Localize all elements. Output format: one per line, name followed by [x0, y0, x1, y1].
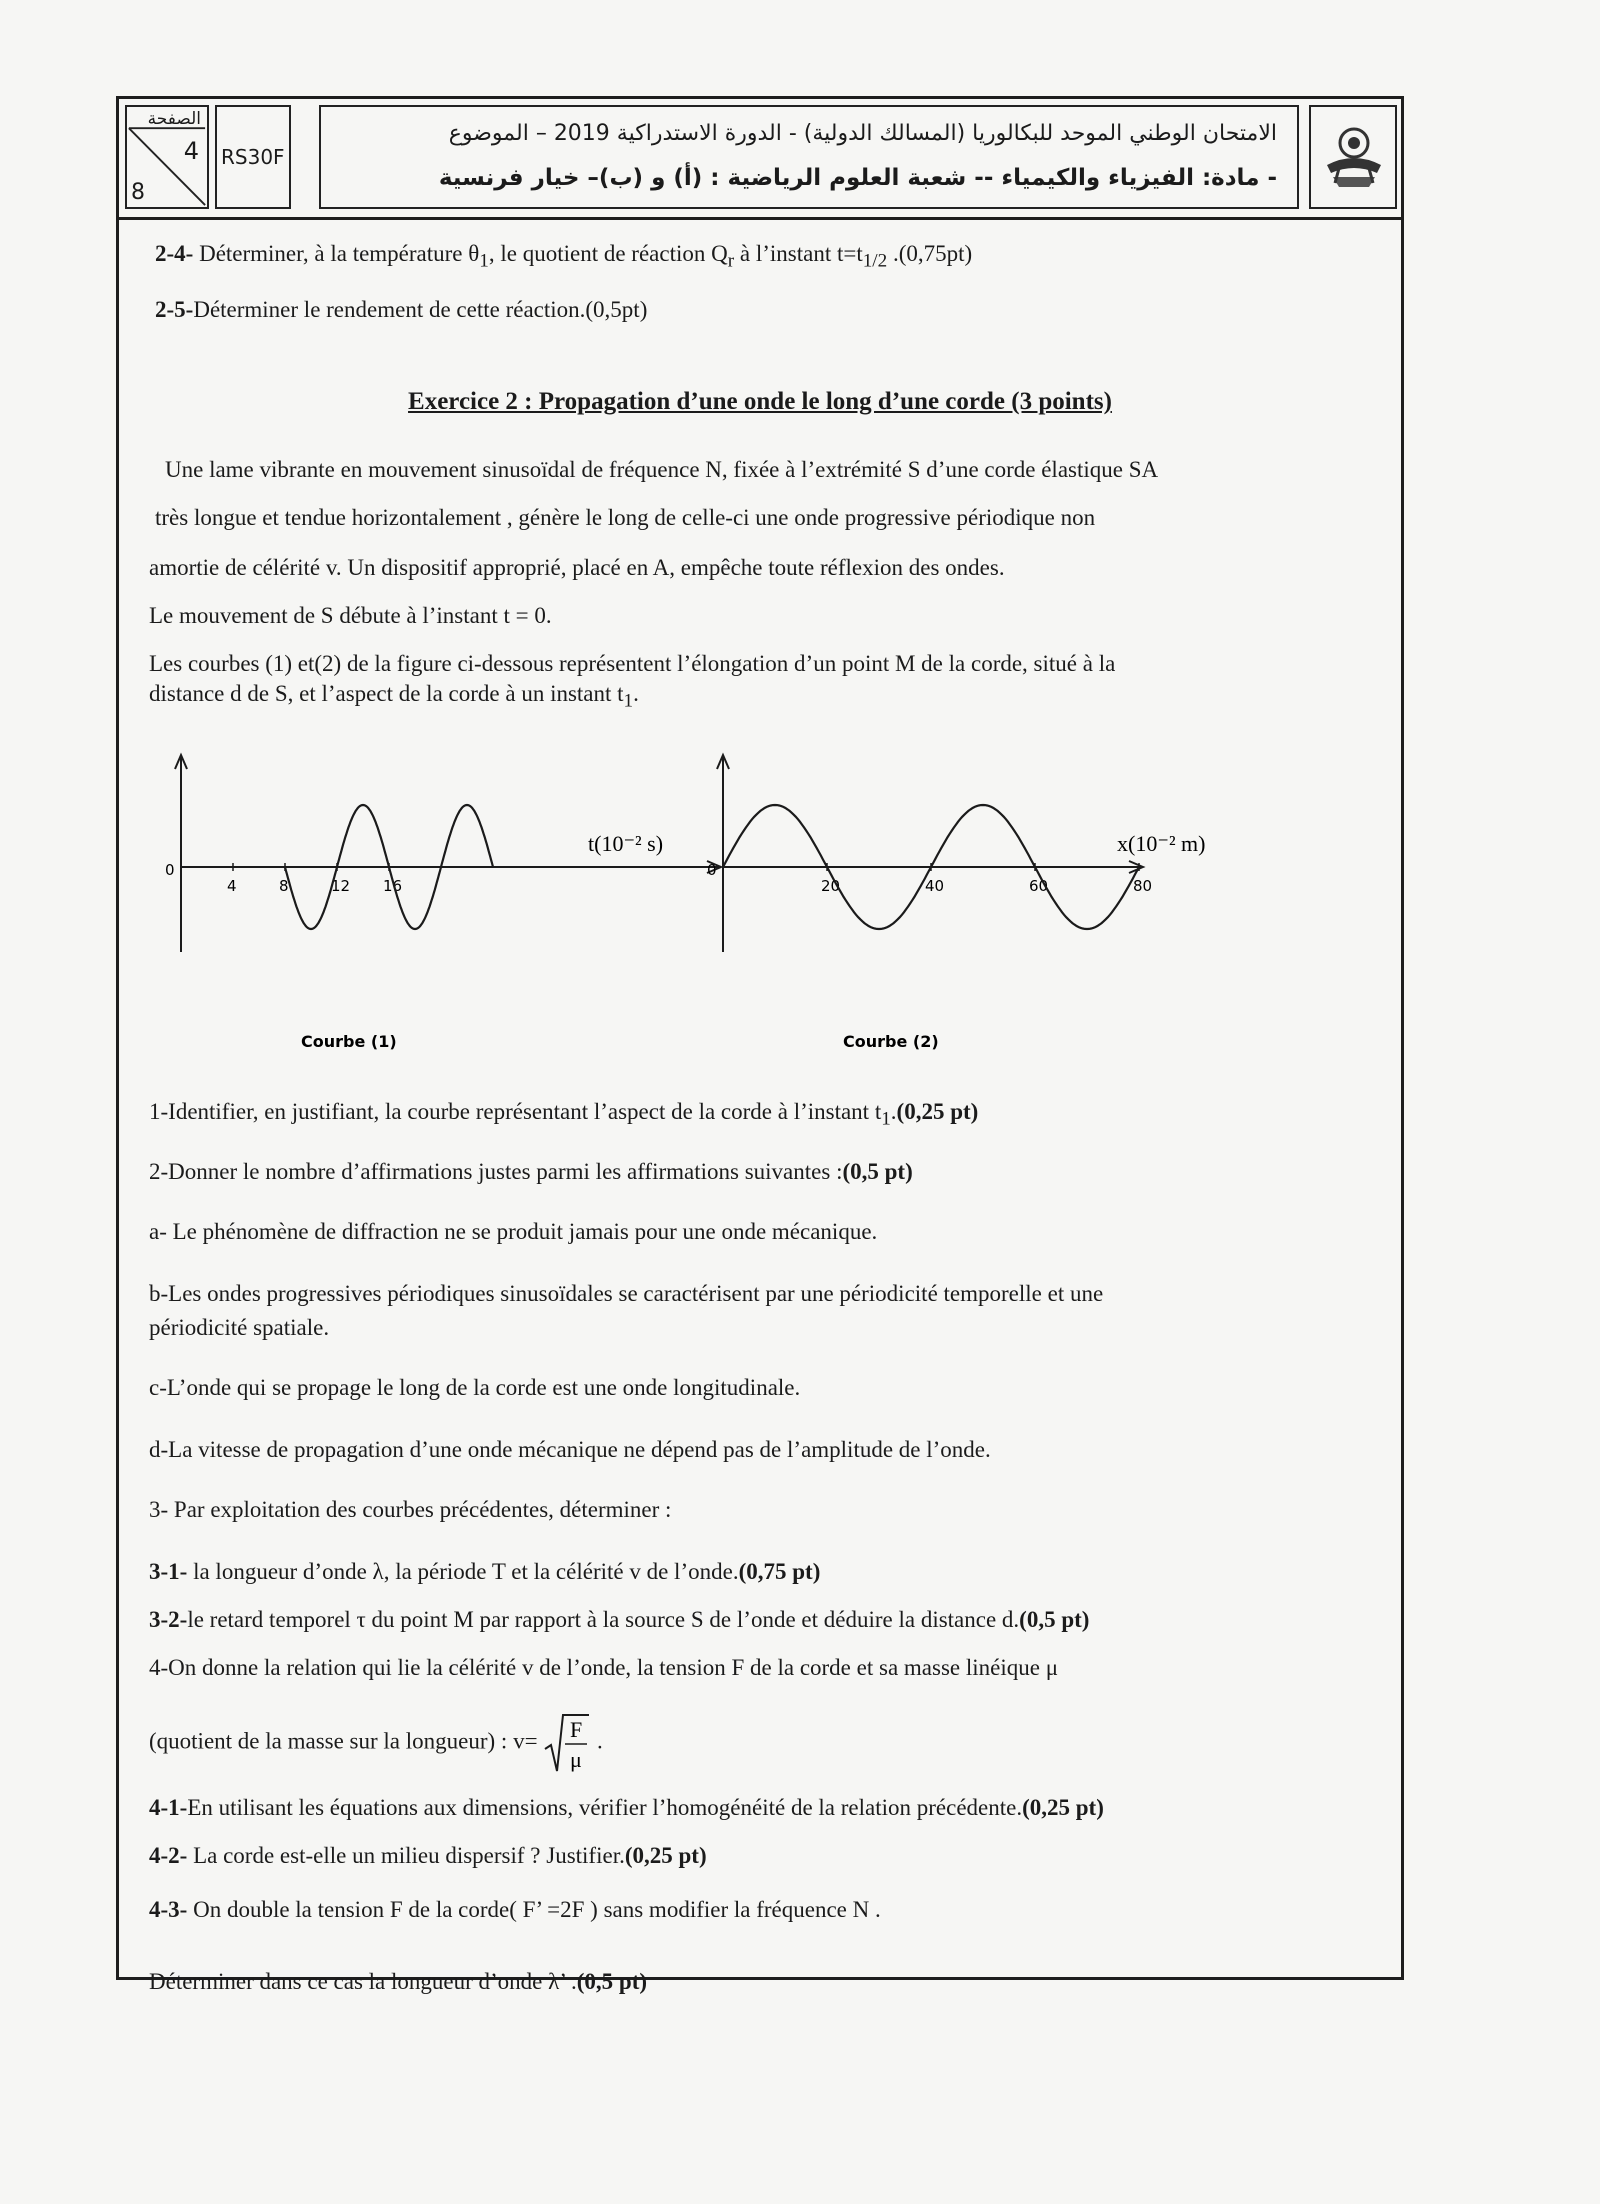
question-2-4: 2-4- Déterminer, à la température $\theta_1$, le quotient de réaction $Q_r$ à l’instant $t=t_{1/2}$ .(0,75pt): [155, 241, 973, 272]
question-4-3-b: Déterminer dans ce cas la longueur d’onde λ’ .(0,5 pt): [149, 1969, 648, 1994]
question-2: 2-Donner le nombre d’affirmations justes parmi les affirmations suivantes :(0,5 pt): [149, 1159, 913, 1184]
x-axis-label: x(10⁻² m): [1117, 831, 1206, 856]
fraction-numerator: F: [570, 1717, 583, 1742]
exam-page-frame: [116, 96, 1404, 1994]
question-4-3: 4-3- On double la tension F de la corde( F’ =2F ) sans modifier la fréquence N .: [149, 1897, 881, 1922]
origin-label: 0: [165, 861, 175, 879]
intro-line-3: amortie de célérité v. Un dispositif approprié, placé en A, empêche toute réflexion des ondes.: [149, 555, 1005, 580]
exam-title-box: [319, 105, 1299, 209]
ministry-emblem-icon: [1321, 121, 1387, 193]
subject-code-box: [215, 105, 291, 209]
intro-line-1: Une lame vibrante en mouvement sinusoïdal de fréquence N, fixée à l’extrémité S d’une corde élastique SA: [165, 457, 1159, 482]
question-2-5: 2-5-Déterminer le rendement de cette réaction.(0,5pt): [155, 297, 648, 322]
question-3: 3- Par exploitation des courbes précédentes, déterminer :: [149, 1497, 672, 1522]
tick-label: 60: [1029, 877, 1049, 895]
tick-label: 40: [925, 877, 945, 895]
affirmation-b-line-1: b-Les ondes progressives périodiques sinusoïdales se caractérisent par une périodicité temporelle et une: [149, 1281, 1104, 1306]
logo-box: [1309, 105, 1397, 209]
question-3-1: 3-1- la longueur d’onde λ, la période T et la célérité v de l’onde.(0,75 pt): [149, 1559, 821, 1584]
tick-label: 4: [227, 877, 237, 895]
wave-figure: [165, 747, 1333, 1077]
subject-code: RS30F: [221, 145, 285, 169]
page-total: 8: [131, 180, 145, 205]
curve-caption: Courbe (1): [301, 1032, 397, 1051]
curve-caption: Courbe (2): [843, 1032, 939, 1051]
exam-title-line1: الامتحان الوطني الموحد للبكالوريا (المسالك الدولية) - الدورة الاستدراكية 2019 – الموضوع: [448, 121, 1277, 146]
intro-line-4: Le mouvement de S débute à l’instant t = 0.: [149, 603, 552, 628]
x-axis-label: t(10⁻² s): [588, 831, 664, 856]
tick-label: 80: [1133, 877, 1153, 895]
affirmation-b-line-2: périodicité spatiale.: [149, 1315, 330, 1340]
tick-label: 8: [279, 877, 289, 895]
affirmation-c: c-L’onde qui se propage le long de la corde est une onde longitudinale.: [149, 1375, 801, 1400]
fraction-denominator: μ: [570, 1747, 583, 1772]
relation-prefix: (quotient de la masse sur la longueur) : v=: [149, 1728, 538, 1754]
question-1: 1-Identifier, en justifiant, la courbe représentant l’aspect de la corde à l’instant $t_1.(0,25$ pt): [149, 1099, 979, 1130]
tick-label: 16: [383, 877, 403, 895]
exam-title-line2: - مادة: الفيزياء والكيمياء -- شعبة العلوم الرياضية : (أ) و (ب)– خيار فرنسية: [438, 165, 1277, 191]
affirmation-a: a- Le phénomène de diffraction ne se produit jamais pour une onde mécanique.: [149, 1219, 878, 1244]
page-indicator: [125, 105, 209, 209]
exercise-2-title: Exercice 2 : Propagation d’une onde le long d’une corde (3 points): [408, 388, 1112, 415]
sqrt-symbol: [543, 1711, 591, 1775]
question-4-1: 4-1-En utilisant les équations aux dimensions, vérifier l’homogénéité de la relation précédente.(0,25 pt): [149, 1795, 1104, 1820]
question-4-relation: (quotient de la masse sur la longueur) : v= F μ .: [149, 1711, 603, 1775]
question-3-2: 3-2-le retard temporel τ du point M par rapport à la source S de l’onde et déduire la distance d.(0,5 pt): [149, 1607, 1090, 1632]
curve-1: [165, 755, 721, 1051]
tick-label: 20: [821, 877, 841, 895]
intro-line-6: distance d de S, et l’aspect de la corde à un instant $t_1$.: [149, 681, 639, 712]
intro-line-2: très longue et tendue horizontalement , génère le long de celle-ci une onde progressive périodique non: [155, 505, 1096, 530]
origin-label: 0: [707, 861, 717, 879]
page-label: الصفحة: [147, 109, 201, 129]
question-4-2: 4-2- La corde est-elle un milieu dispersif ? Justifier.(0,25 pt): [149, 1843, 707, 1868]
curve-2: [707, 755, 1205, 1051]
tick-label: 12: [331, 877, 351, 895]
intro-line-5: Les courbes (1) et(2) de la figure ci-dessous représentent l’élongation d’un point M de la corde, situé à la: [149, 651, 1116, 676]
question-4: 4-On donne la relation qui lie la célérité v de l’onde, la tension F de la corde et sa masse linéique μ: [149, 1655, 1059, 1680]
exam-header: [119, 99, 1401, 220]
page-number: 4: [183, 137, 199, 165]
affirmation-d: d-La vitesse de propagation d’une onde mécanique ne dépend pas de l’amplitude de l’onde.: [149, 1437, 991, 1462]
